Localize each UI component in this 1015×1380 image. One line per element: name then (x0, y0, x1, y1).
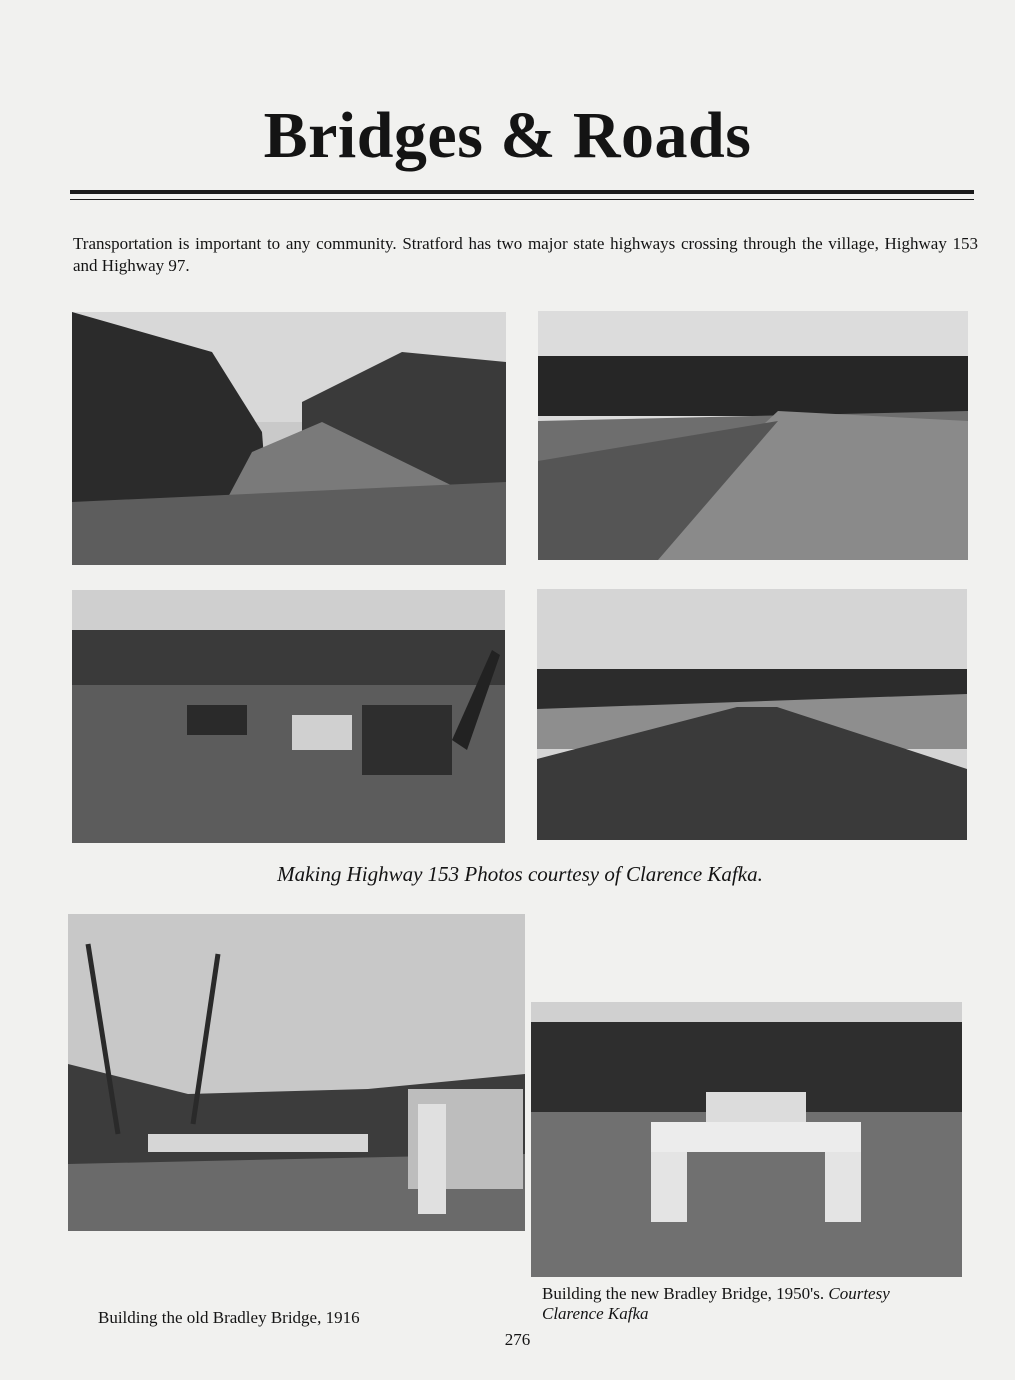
caption-new-bridge (542, 1284, 974, 1324)
photo-old-bradley-bridge-1916 (68, 914, 525, 1231)
intro-paragraph: Transportation is important to any community. Stratford has two major state highways crossing through the village, Highway 153 and Highway 97. (73, 234, 978, 275)
caption-old-bridge: Building the old Bradley Bridge, 1916 (98, 1308, 360, 1327)
page-number: 276 (504, 1330, 531, 1349)
photo-paved-highway (537, 589, 967, 840)
caption-highway-photos: Making Highway 153 Photos courtesy of Clarence Kafka. (277, 862, 763, 886)
page-title: Bridges & Roads (263, 99, 752, 172)
caption-new-bridge-text: Building the new Bradley Bridge, 1950's. (542, 1284, 825, 1303)
photo-cleared-road-path (72, 312, 506, 565)
photo-road-construction-equipment (72, 590, 505, 843)
photo-new-bradley-bridge-1950s (531, 1002, 962, 1277)
title-rule-thin (70, 199, 974, 200)
caption-new-bridge-credit: Courtesy (828, 1284, 890, 1303)
caption-new-bridge-credit-name: Clarence Kafka (542, 1304, 649, 1323)
photo-graded-road-bed (538, 311, 968, 560)
title-rule-thick (70, 190, 974, 194)
